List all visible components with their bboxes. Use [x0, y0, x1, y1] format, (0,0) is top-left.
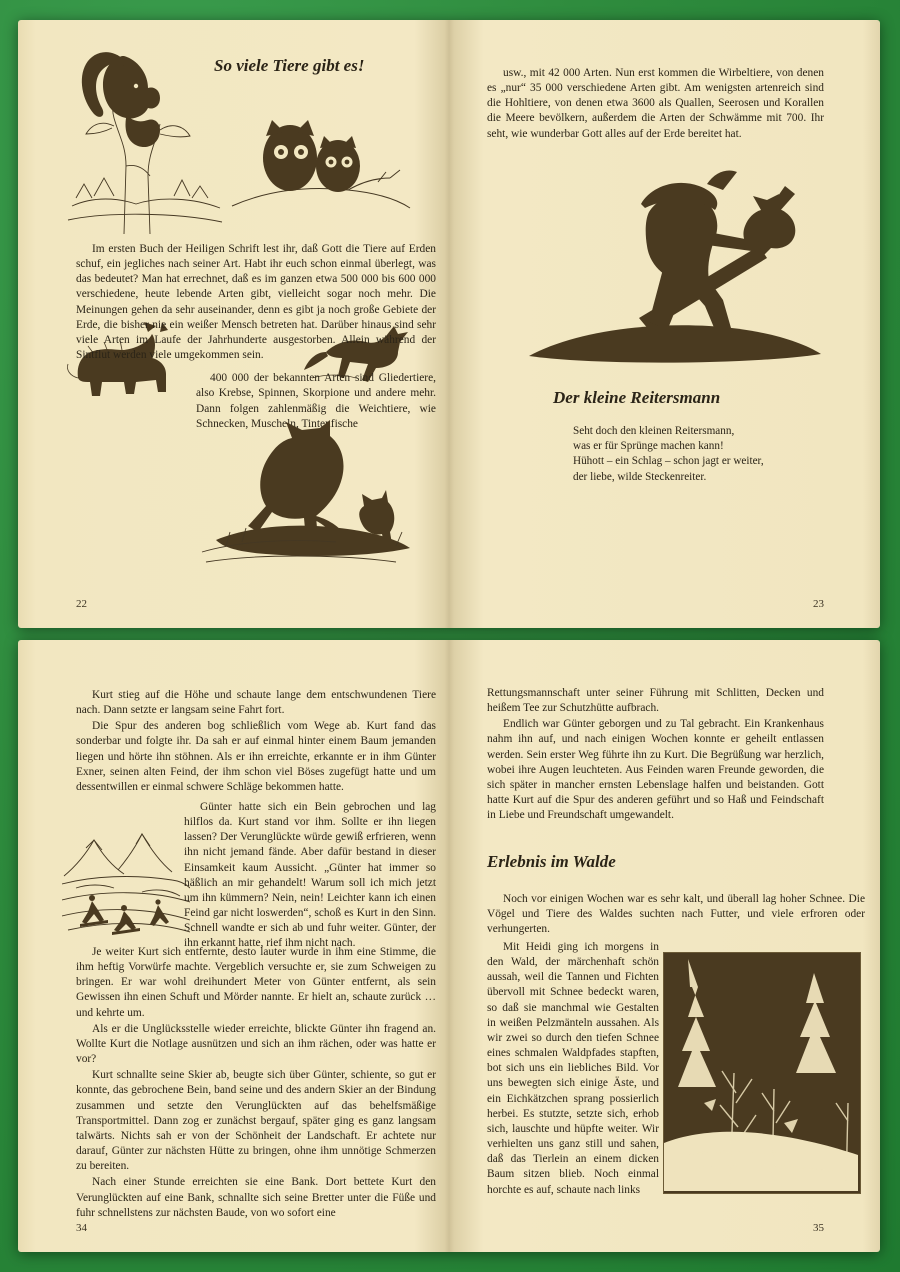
cat-with-kitten-silhouette	[196, 420, 421, 575]
boy-on-hobby-horse-silhouette	[509, 150, 839, 370]
poem-reitersmann	[573, 424, 873, 485]
section-title-erlebnis: Erlebnis im Walde	[487, 852, 616, 871]
folio-23: 23	[813, 598, 824, 610]
body-text-35-top	[487, 686, 824, 823]
page-35	[449, 640, 880, 1252]
book-spread-bottom	[18, 640, 880, 1252]
page-title: So viele Tiere gibt es!	[214, 56, 365, 75]
paragraph: Mit Heidi ging ich morgens in den Wald, der märchenhaft schön aussah, weil die Tannen und Fichten übervoll mit Schnee bedeckt waren, so daß sie manchmal wie Gestalten in weißen Pelzmänteln aussahen. Als wir zwei so durch den tiefen Schnee eines schmalen Waldpfades stapften, bot sich uns ein liebliches Bild. Vor uns bewegten sich einige Äste, und ein Eichkätzchen sprang possierlich herbei. Es stutzte, setzte sich, erhob sich, lauschte und hüpfte weiter. Wir verhielten uns ganz still und sahen, daß das Tierlein an einem dicken Baum sitzen blieb. Noch einmal horchte es auf, schaute nach links	[487, 941, 659, 1196]
folio-34: 34	[76, 1222, 87, 1234]
paragraph: Als er die Unglücksstelle wieder erreichte, blickte Günter ihn fragend an. Wollte Kurt die Notlage ausnützen und sich an ihm rächen, oder was hatte er vor?	[76, 1022, 436, 1066]
poem-line: was er für Sprünge machen kann!	[573, 440, 724, 453]
paragraph: usw., mit 42 000 Arten. Nun erst kommen die Wirbeltiere, von denen es „nur“ 35 000 verschiedene Arten gibt. Am wenigsten artenreich sind die Hohltiere, von denen etwa 3600 als Quallen, Seerosen und Korallen die Meere bevölkern, außerdem die Arten der Schwämme mit 700. Ihr seht, wie wunderbar Gott alles auf der Erde bereitet hat.	[487, 67, 824, 140]
poem-line: Seht doch den kleinen Reitersmann,	[573, 425, 735, 437]
poem-line: der liebe, wilde Steckenreiter.	[573, 470, 707, 483]
paragraph: Rettungsmannschaft unter seiner Führung mit Schlitten, Decken und heißem Tee zur Schutzhütte aufbrach.	[487, 687, 824, 715]
paragraph: Endlich war Günter geborgen und zu Tal gebracht. Ein Krankenhaus nahm ihn auf, und nach einigen Wochen konnte er geheilt entlassen werden. Sein erster Weg führte ihn zu Kurt. Die Begrüßung war herzlich, wobei ihre Augen leuchteten. Aus Feinden waren Freunde geworden, die sich später in mancher ernsten Lebenslage halfen und beistanden. Gott hatte Kurt auf die Spur des anderen geführt und so Haß und Feindschaft in Liebe und Freundschaft umgewandelt.	[487, 718, 824, 822]
paragraph: Im ersten Buch der Heiligen Schrift lest ihr, daß Gott die Tiere auf Erden schuf, ein jegliches nach seiner Art. Habt ihr euch schon einmal überlegt, was das bedeutet? Man hat errechnet, daß es im ganzen etwa 500 000 bis 600 000 verschiedene, heute lebende Arten gibt, vielleicht sogar noch mehr. Die Meinungen gehen da sehr auseinander, denn es gibt ja noch große Gebiete der Erde, die bisher nie ein weißer Mensch betreten hat. Darüber hinaus sind sehr viele Arten im Laufe der Jahrhunderte ausgestorben. Allein während der Sintflut werden viele umgekommen sein.	[76, 243, 436, 362]
squirrel-on-tree-drawing	[64, 46, 224, 236]
paragraph: Günter hatte sich ein Bein gebrochen und lag hilflos da. Kurt stand vor ihm. Sollte er ihn liegen lassen? Der Verunglückte würde gewiß erfrieren, wenn ihn nicht jemand fände. Aber dafür bestand in dieser Einsamkeit kaum Aussicht. „Günter hat immer so häßlich an mir gehandelt! Warum soll ich mich jetzt um ihn kümmern? Nein, nein! Leichter kann ich einen Feind gar nicht loswerden“, schoß es Kurt in den Sinn. Schnell wandte er sich ab und fuhr weiter. Günter, der ihn erkannt hatte, rief ihm nicht nach.	[184, 801, 436, 950]
paragraph: Je weiter Kurt sich entfernte, desto lauter wurde in ihm eine Stimme, die ihm heftig Vorwürfe machte. Vergeblich versuchte er, sie zum Schweigen zu bringen. Er war wohl dreihundert Meter von Günter entfernt, als sein Gewissen ihn einen Schuft und Mörder nannte. Er hielt an, schaute zurück … und kehrte um.	[76, 946, 436, 1019]
body-text-34-bottom	[76, 945, 436, 1222]
page-22	[18, 20, 449, 628]
page-23	[449, 20, 880, 628]
body-text-22	[76, 242, 436, 433]
folio-22: 22	[76, 598, 87, 610]
folio-35: 35	[813, 1222, 824, 1234]
book-spread-top	[18, 20, 880, 628]
paragraph: Kurt schnallte seine Skier ab, beugte sich über Günter, schiente, so gut er konnte, das gebrochene Bein, band seine und des andern Skier an der Bindung zusammen und setzte den Verunglückten auf das behelfsmäßige Transportmittel. Dann zog er zunächst bergauf, später ging es ganz langsam talwärts. Nichts sah er von der Schönheit der Landschaft. Er achtete nur darauf, Günter zur nächsten Hütte zu bringen, ohne ihm unnötige Schmerzen zu bereiten.	[76, 1069, 436, 1173]
section-title-reitersmann: Der kleine Reitersmann	[553, 388, 721, 407]
paragraph: Kurt stieg auf die Höhe und schaute lange dem entschwundenen Tiere nach. Dann setzte er langsam seine Fahrt fort.	[76, 689, 436, 717]
paragraph: Noch vor einigen Wochen war es sehr kalt, und überall lag hoher Schnee. Die Vögel und Tiere des Waldes suchten nach Futter, und viele erfroren oder verhungerten.	[487, 893, 865, 936]
body-text-23	[487, 66, 824, 142]
snowy-forest-woodcut	[663, 952, 861, 1194]
body-text-35-intro	[487, 892, 865, 938]
paragraph: 400 000 der bekannten Arten sind Gliedertiere, also Krebse, Spinnen, Skorpione und andere mehr. Dann folgen zahlenmäßig die Weichtiere, wie Schnecken, Muscheln, Tintenfische	[196, 372, 436, 430]
paragraph: Nach einer Stunde erreichten sie eine Bank. Dort bettete Kurt den Verunglückten auf eine Bank, schnallte sich seine Bretter unter die Füße und fuhr schnellstens zur nächsten Baude, von wo sofort eine	[76, 1176, 436, 1219]
paragraph: Die Spur des anderen bog schließlich vom Wege ab. Kurt fand das sonderbar und folgte ihr. Da sah er auf einmal hinter einem Baum jemanden liegen und hörte ihn stöhnen. Als er ihn erreichte, erkannte er in ihm Günter Exner, seinen alten Feind, der ihm schon viel Böses zugefügt hatte und um dessentwillen er einmal schwere Schläge bekommen hatte.	[76, 720, 436, 793]
body-text-34-wrap	[76, 800, 436, 953]
poem-line: Hühott – ein Schlag – schon jagt er weiter,	[573, 455, 764, 468]
body-text-34-top	[76, 688, 436, 796]
page-34	[18, 640, 449, 1252]
body-text-35-forest	[487, 940, 659, 1199]
two-owls-on-branch-drawing	[228, 86, 413, 236]
